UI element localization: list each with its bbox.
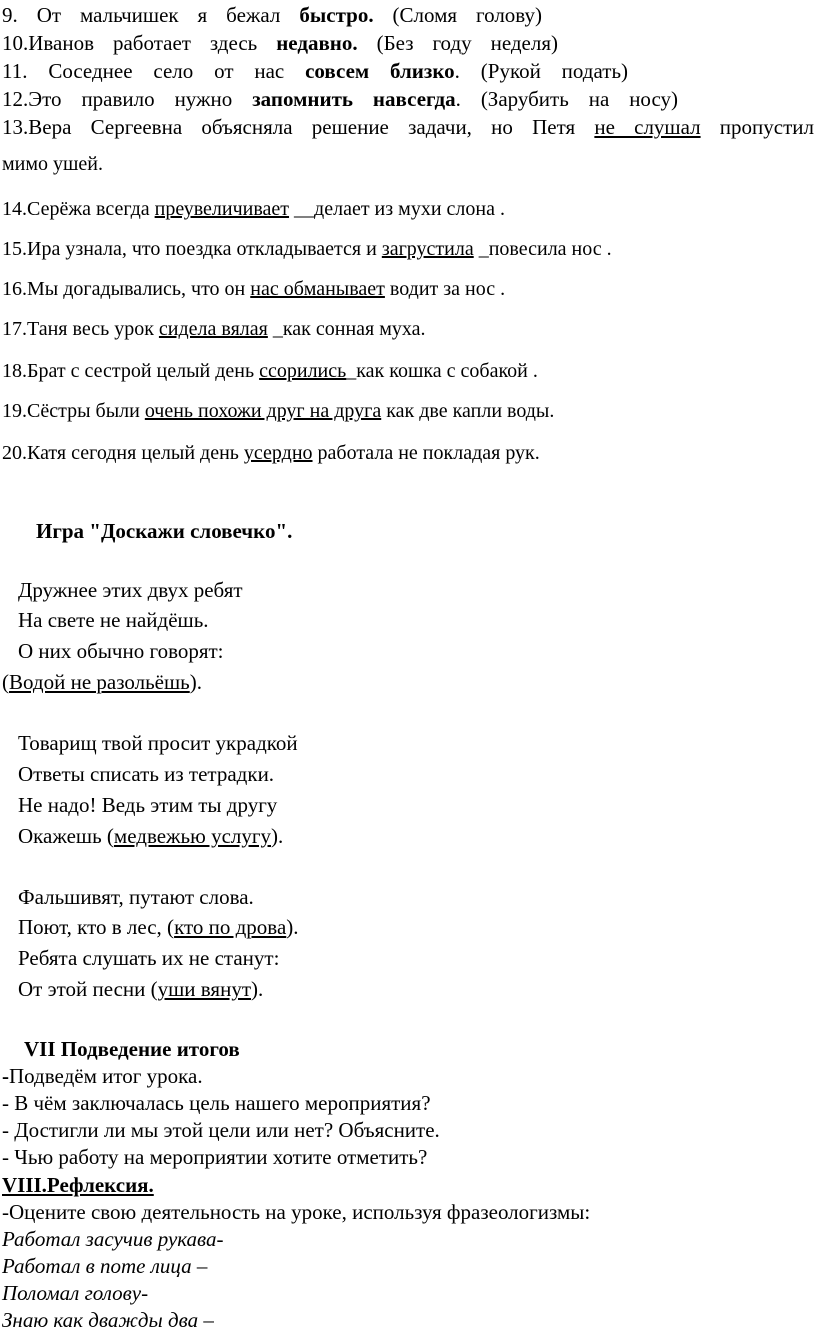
bold-phrase: -	[2, 1064, 9, 1088]
text-segment: _как сонная муха.	[267, 318, 426, 340]
underlined-answer: не слушал	[594, 115, 701, 139]
poem-line	[18, 976, 263, 1002]
text-segment: водит за нос .	[384, 278, 506, 300]
bold-phrase: недавно.	[276, 31, 358, 55]
text-segment: 20.Катя сегодня целый день	[2, 442, 244, 464]
underlined-answer: ссорились	[259, 360, 347, 382]
game-title: Игра "Доскажи словечко".	[36, 519, 293, 543]
text-segment: - Чью работу на мероприятии хотите отметить?	[2, 1145, 428, 1169]
text-segment: ).	[189, 670, 202, 694]
text-segment: как две капли воды.	[381, 400, 555, 422]
text-segment: мимо ушей.	[2, 153, 103, 175]
text-segment: 13.Вера Сергеевна объясняла решение задачи, но Петя	[2, 115, 595, 139]
example-line	[2, 316, 426, 342]
example-line	[2, 58, 628, 84]
poem-line	[18, 914, 299, 940]
text-segment: . (Зарубить на носу)	[455, 87, 678, 111]
example-line	[2, 398, 554, 424]
example-line	[2, 276, 505, 302]
text-segment: 15.Ира узнала, что поездка откладывается и	[2, 238, 382, 260]
underlined-answer: сидела вялая	[158, 318, 268, 340]
poem-line	[18, 730, 298, 756]
text-segment: (Без году неделя)	[357, 31, 558, 55]
poem-line	[18, 638, 224, 664]
text-segment: (Сломя голову)	[373, 3, 543, 27]
bold-phrase: совсем близко	[305, 59, 455, 83]
text-segment: Дружнее этих двух ребят	[18, 578, 243, 602]
poem-line	[18, 884, 254, 910]
text-segment: ).	[271, 824, 284, 848]
text-segment: Фальшивят, путают слова.	[18, 885, 254, 909]
example-line	[2, 358, 538, 384]
summary-line	[2, 1090, 431, 1116]
example-line	[2, 86, 678, 112]
text-segment: Подведём итог урока.	[9, 1064, 203, 1088]
summary-title: VII Подведение итогов	[24, 1037, 240, 1061]
text-segment: 16.Мы догадывались, что он	[2, 278, 251, 300]
example-line	[2, 151, 103, 177]
underlined-answer: нас обманывает	[250, 278, 385, 300]
text-segment: Не надо! Ведь этим ты другу	[18, 793, 278, 817]
summary-line	[2, 1144, 427, 1170]
poem-line	[18, 607, 209, 633]
underlined-answer: загрустила	[381, 238, 474, 260]
text-segment: Ответы списать из тетрадки.	[18, 762, 275, 786]
text-segment: 19.Сёстры были	[2, 400, 145, 422]
reflection-item: Работал в поте лица –	[2, 1254, 208, 1278]
text-segment: (	[2, 670, 9, 694]
text-segment: _повесила нос .	[473, 238, 612, 260]
text-segment: Ребята слушать их не станут:	[18, 946, 280, 970]
text-segment: 14.Серёжа всегда	[2, 198, 155, 220]
text-segment: 10.Иванов работает здесь	[2, 31, 277, 55]
bold-phrase: быстро.	[299, 3, 374, 27]
text-segment: Товарищ твой просит украдкой	[18, 731, 298, 755]
example-line	[2, 196, 505, 222]
summary-line	[2, 1063, 203, 1089]
example-line	[2, 440, 540, 466]
poem-line	[2, 669, 202, 695]
bold-phrase: запомнить навсегда	[252, 87, 456, 111]
underlined-answer: уши вянут	[157, 977, 251, 1001]
example-line	[2, 2, 542, 28]
text-segment: ).	[251, 977, 264, 1001]
text-segment: О них обычно говорят:	[18, 639, 224, 663]
text-segment: - Достигли ли мы этой цели или нет? Объясните.	[2, 1118, 440, 1142]
reflection-item: Работал засучив рукава-	[2, 1227, 224, 1251]
text-segment: От этой песни (	[18, 977, 158, 1001]
text-segment: 11. Соседнее село от нас	[2, 59, 306, 83]
poem-line	[18, 823, 283, 849]
example-line	[2, 114, 814, 140]
underlined-answer: очень похожи друг на друга	[144, 400, 382, 422]
summary-line	[2, 1117, 440, 1143]
reflection-intro: -Оцените свою деятельность на уроке, используя фразеологизмы:	[2, 1200, 591, 1224]
poem-line	[18, 945, 279, 971]
underlined-answer: кто по дрова	[174, 915, 287, 939]
text-segment: Окажешь (	[18, 824, 114, 848]
text-segment: - В чём заключалась цель нашего мероприятия?	[2, 1091, 431, 1115]
text-segment: 18.Брат с сестрой целый день	[2, 360, 260, 382]
text-segment: ).	[286, 915, 299, 939]
text-segment: работала не покладая рук.	[312, 442, 540, 464]
underlined-answer: усердно	[243, 442, 313, 464]
underlined-answer: преувеличивает	[154, 198, 290, 220]
text-segment: 9. От мальчишек я бежал	[2, 3, 300, 27]
example-line	[2, 30, 558, 56]
text-segment: 12.Это правило нужно	[2, 87, 253, 111]
underlined-answer: Водой не разольёшь	[9, 670, 190, 694]
poem-line	[18, 577, 243, 603]
reflection-item: Поломал голову-	[2, 1281, 149, 1305]
reflection-title-text: VIII.Рефлексия.	[2, 1173, 154, 1197]
example-line	[2, 236, 612, 262]
text-segment: . (Рукой подать)	[454, 59, 629, 83]
underlined-answer: медвежью услугу	[113, 824, 271, 848]
reflection-title	[2, 1172, 154, 1198]
text-segment: __делает из мухи слона .	[289, 198, 505, 220]
text-segment: 17.Таня весь урок	[2, 318, 159, 340]
poem-line	[18, 761, 274, 787]
text-segment: _как кошка с собакой .	[346, 360, 538, 382]
text-segment: На свете не найдёшь.	[18, 608, 209, 632]
text-segment: пропустил	[700, 115, 814, 139]
reflection-item: Знаю как дважды два –	[2, 1308, 214, 1332]
text-segment: Поют, кто в лес, (	[18, 915, 175, 939]
poem-line	[18, 792, 277, 818]
